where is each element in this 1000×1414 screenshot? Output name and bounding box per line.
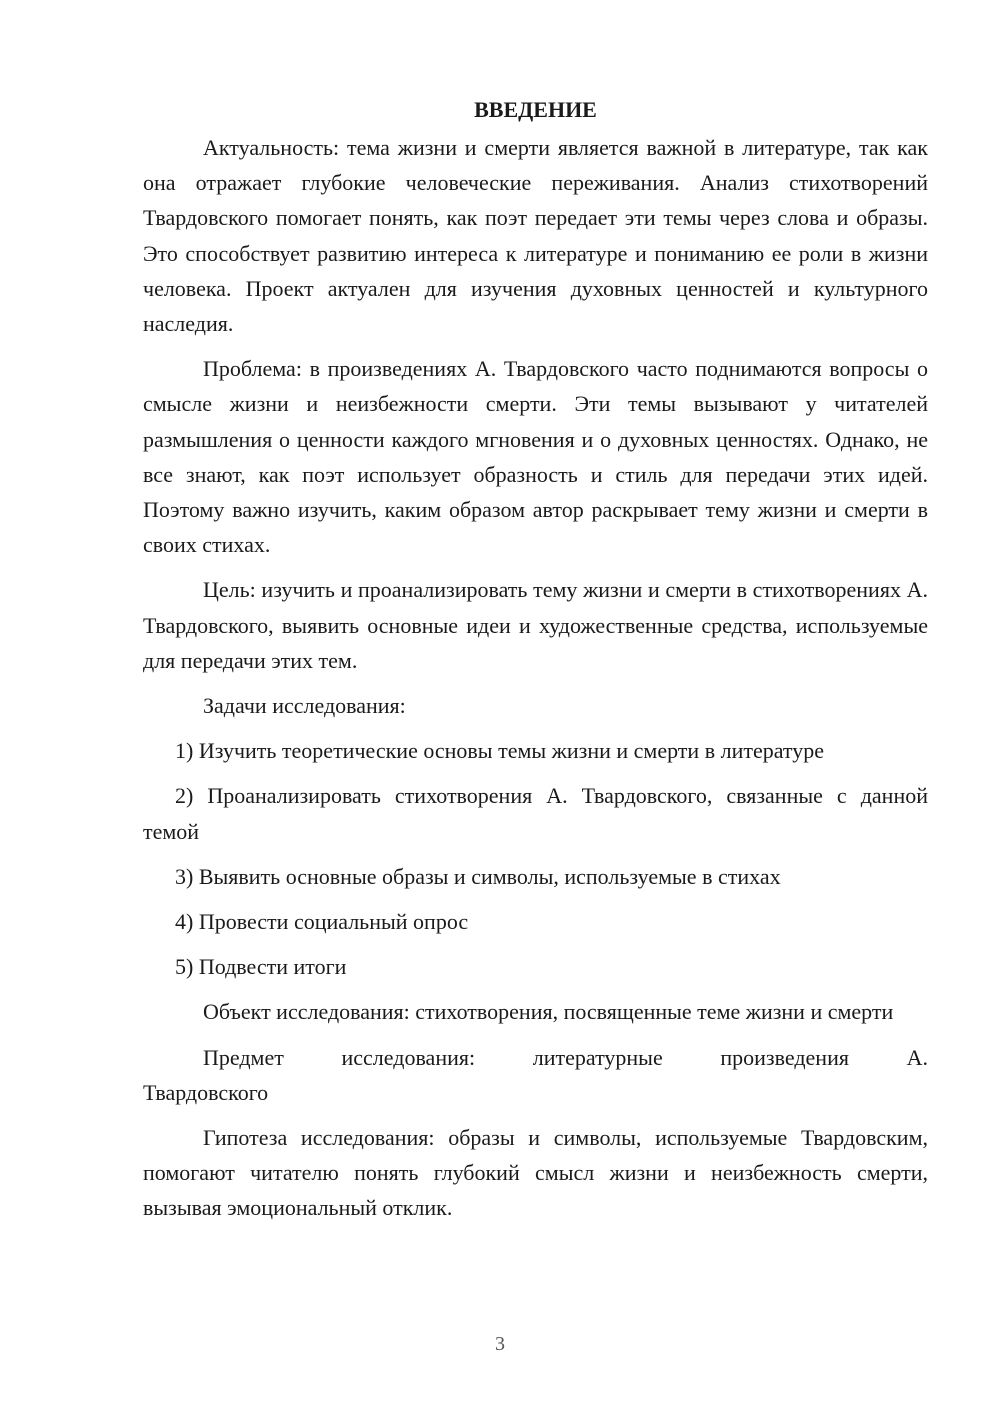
task-item-3: 3) Выявить основные образы и символы, используемые в стихах	[175, 863, 781, 889]
task-item-2: 2) Проанализировать стихотворения А. Твардовского, связанные с данной темой	[143, 783, 928, 844]
subject-paragraph-line2: Твардовского	[143, 1079, 269, 1105]
document-page	[143, 92, 928, 1236]
page-number: 3	[495, 1333, 505, 1355]
task-item-5: 5) Подвести итоги	[175, 954, 347, 980]
problem-paragraph: Проблема: в произведениях А. Твардовского часто поднимаются вопросы о смысле жизни и неизбежности смерти. Эти темы вызывают у читателей размышления о ценности каждого мгновения и о духовных ценностях. Однако, не все знают, как поэт использует образность и стиль для передачи этих идей. Поэтому важно изучить, каким образом автор раскрывает тему жизни и смерти в своих стихах.	[143, 356, 928, 558]
object-paragraph: Объект исследования: стихотворения, посвященные теме жизни и смерти	[203, 999, 894, 1025]
task-item-1: 1) Изучить теоретические основы темы жизни и смерти в литературе	[175, 738, 824, 764]
page-title: ВВЕДЕНИЕ	[474, 97, 597, 122]
task-item-4: 4) Провести социальный опрос	[175, 909, 469, 935]
subject-paragraph-line1: Предмет исследования: литературные произведения А.	[203, 1044, 928, 1070]
hypothesis-paragraph: Гипотеза исследования: образы и символы, используемые Твардовским, помогают читателю понять глубокий смысл жизни и неизбежность смерти, вызывая эмоциональный отклик.	[143, 1125, 928, 1221]
tasks-heading: Задачи исследования:	[203, 693, 406, 719]
relevance-paragraph: Актуальность: тема жизни и смерти является важной в литературе, так как она отражает глубокие человеческие переживания. Анализ стихотворений Твардовского помогает понять, как поэт передает эти темы через слова и образы. Это способствует развитию интереса к литературе и пониманию ее роли в жизни человека. Проект актуален для изучения духовных ценностей и культурного наследия.	[143, 135, 928, 337]
goal-paragraph: Цель: изучить и проанализировать тему жизни и смерти в стихотворениях А. Твардовского, выявить основные идеи и художественные средства, используемые для передачи этих тем.	[143, 577, 928, 673]
